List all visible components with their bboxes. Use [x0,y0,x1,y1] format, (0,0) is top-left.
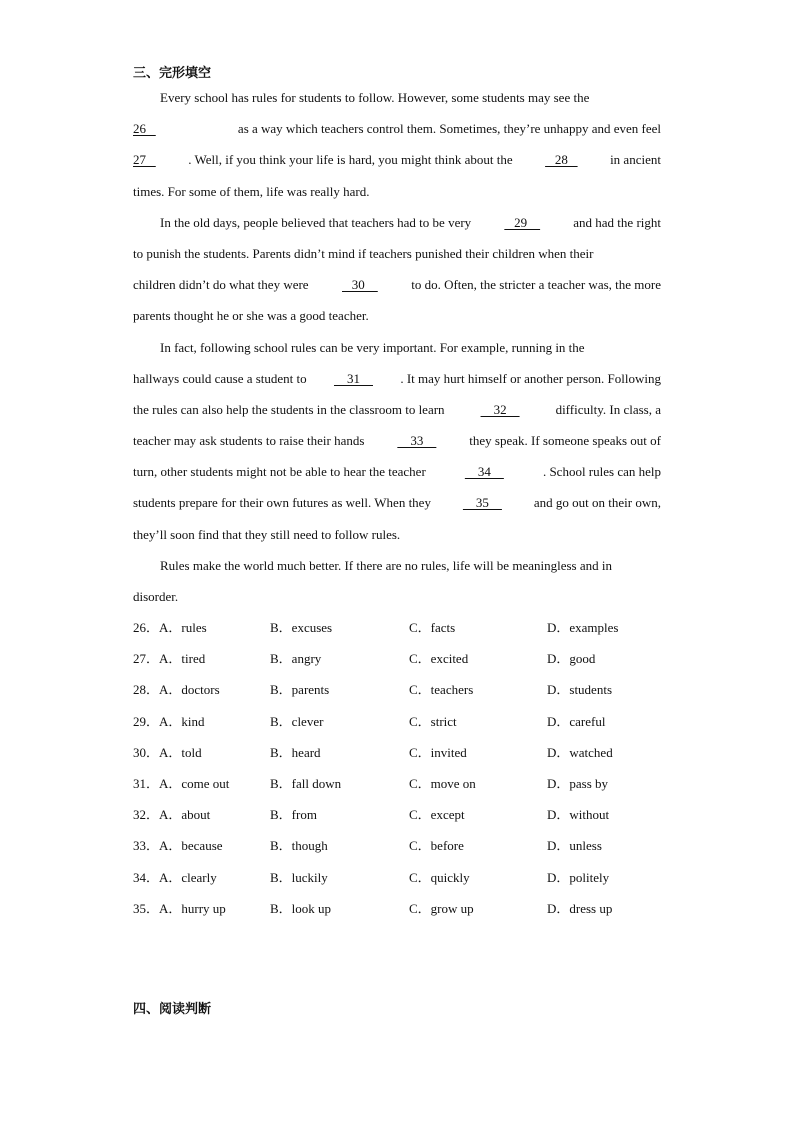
blank-34: 34 [464,464,504,480]
option-c: C．strict [409,713,457,729]
section-4-title: 四、阅读判断 [133,1002,212,1017]
passage-text: In the old days, people believed that teachers had to be very [160,214,472,230]
question-number: 27． [133,651,160,667]
option-a: A．clearly [159,869,217,885]
option-c: C．before [409,838,464,854]
question-number: 34． [133,869,160,885]
question-row [133,643,673,674]
passage-line [133,144,661,175]
passage-text: . School rules can help [542,464,661,480]
option-d: D．without [547,807,610,823]
passage-text: to do. Often, the stricter a teacher was, the more [411,277,661,293]
option-a: A．told [159,744,202,760]
cloze-passage [133,82,661,612]
passage-text: hallways could cause a student to [133,370,307,386]
question-row [133,893,673,924]
passage-text: difficulty. In class, a [555,401,661,417]
option-d: D．dress up [547,900,613,916]
option-c: C．facts [409,620,456,635]
blank-26: 26 [133,121,156,137]
section-3-title: 三、完形填空 [133,66,212,81]
passage-text: disorder. [133,589,179,604]
question-row [133,737,673,768]
option-b: B．heard [270,744,321,760]
passage-text: as a way which teachers control them. Sometimes, they’re unhappy and even feel [237,121,661,137]
passage-text: they speak. If someone speaks out of [469,433,661,449]
question-number: 28． [133,682,160,698]
option-b: B．parents [270,682,330,698]
passage-line [133,394,661,425]
passage-text: . Well, if you think your life is hard, you might think about the [188,152,513,168]
option-b: B．angry [270,651,322,667]
passage-line [133,487,661,518]
option-b: B．fall down [270,775,342,791]
blank-33: 33 [397,433,437,449]
blank-27: 27 [133,152,156,168]
passage-text: teacher may ask students to raise their hands [133,433,365,449]
blank-32: 32 [480,401,520,417]
blank-35: 35 [462,495,502,511]
option-b: B．excuses [270,620,333,635]
question-number: 29． [133,713,160,729]
passage-text: and go out on their own, [533,495,661,511]
passage-line [133,82,661,113]
passage-line [133,519,661,550]
passage-text: in ancient [610,152,661,168]
question-row [133,612,673,643]
passage-text: and had the right [573,214,661,230]
passage-text: times. For some of them, life was really hard. [133,183,370,199]
option-d: D．unless [547,838,602,854]
passage-line [133,332,661,363]
option-c: C．teachers [409,682,474,698]
passage-text: Every school has rules for students to follow. However, some students may see the [160,90,590,105]
question-row [133,830,673,861]
passage-line [133,207,661,238]
option-a: A．hurry up [159,900,226,916]
passage-text: . It may hurt himself or another person. Following [400,370,661,386]
passage-line [133,425,661,456]
option-c: C．excited [409,651,469,667]
passage-line [133,176,661,207]
option-d: D．good [547,651,596,667]
passage-line [133,456,661,487]
passage-text: children didn’t do what they were [133,277,309,293]
question-row [133,799,673,830]
question-row [133,706,673,737]
passage-line [133,581,661,612]
option-a: A．doctors [159,682,220,698]
passage-line [133,269,661,300]
blank-29: 29 [504,214,541,230]
option-c: C．grow up [409,900,474,916]
question-row [133,862,673,893]
option-d: D．examples [547,620,619,635]
question-number: 31． [133,775,160,791]
blank-31: 31 [333,370,373,386]
question-number: 26． [133,620,160,635]
passage-line [133,363,661,394]
option-c: C．quickly [409,869,470,885]
option-c: C．invited [409,744,467,760]
option-a: A．because [159,838,223,854]
option-b: B．luckily [270,869,328,885]
option-c: C．move on [409,775,476,791]
passage-line [133,300,661,331]
passage-text: turn, other students might not be able to hear the teacher [133,464,426,480]
question-row [133,674,673,705]
option-a: A．kind [159,713,205,729]
option-a: A．rules [159,620,207,635]
option-b: B．from [270,807,317,823]
blank-30: 30 [342,277,378,293]
answer-options [133,612,673,924]
option-b: B．clever [270,713,324,729]
option-b: B．though [270,838,328,854]
passage-text: they’ll soon find that they still need to follow rules. [133,526,401,542]
passage-text: In fact, following school rules can be very important. For example, running in the [160,339,585,355]
option-c: C．except [409,807,465,823]
option-a: A．about [159,807,211,823]
passage-text: to punish the students. Parents didn’t mind if teachers punished their children when their [133,245,594,261]
option-d: D．careful [547,713,606,729]
option-a: A．tired [159,651,206,667]
passage-text: the rules can also help the students in the classroom to learn [133,401,445,417]
blank-28: 28 [545,152,578,168]
passage-line [133,550,661,581]
option-a: A．come out [159,775,230,791]
option-d: D．pass by [547,775,609,791]
question-row [133,768,673,799]
question-number: 32． [133,807,160,823]
question-number: 30． [133,744,160,760]
question-number: 33． [133,838,160,854]
passage-line [133,113,661,144]
option-d: D．watched [547,744,613,760]
passage-line [133,238,661,269]
option-d: D．politely [547,869,610,885]
option-d: D．students [547,682,613,698]
passage-text: parents thought he or she was a good teacher. [133,308,369,324]
option-b: B．look up [270,900,332,916]
passage-text: students prepare for their own futures as well. When they [133,495,431,511]
passage-text: Rules make the world much better. If there are no rules, life will be meaningless and in [160,557,612,573]
question-number: 35． [133,900,160,916]
